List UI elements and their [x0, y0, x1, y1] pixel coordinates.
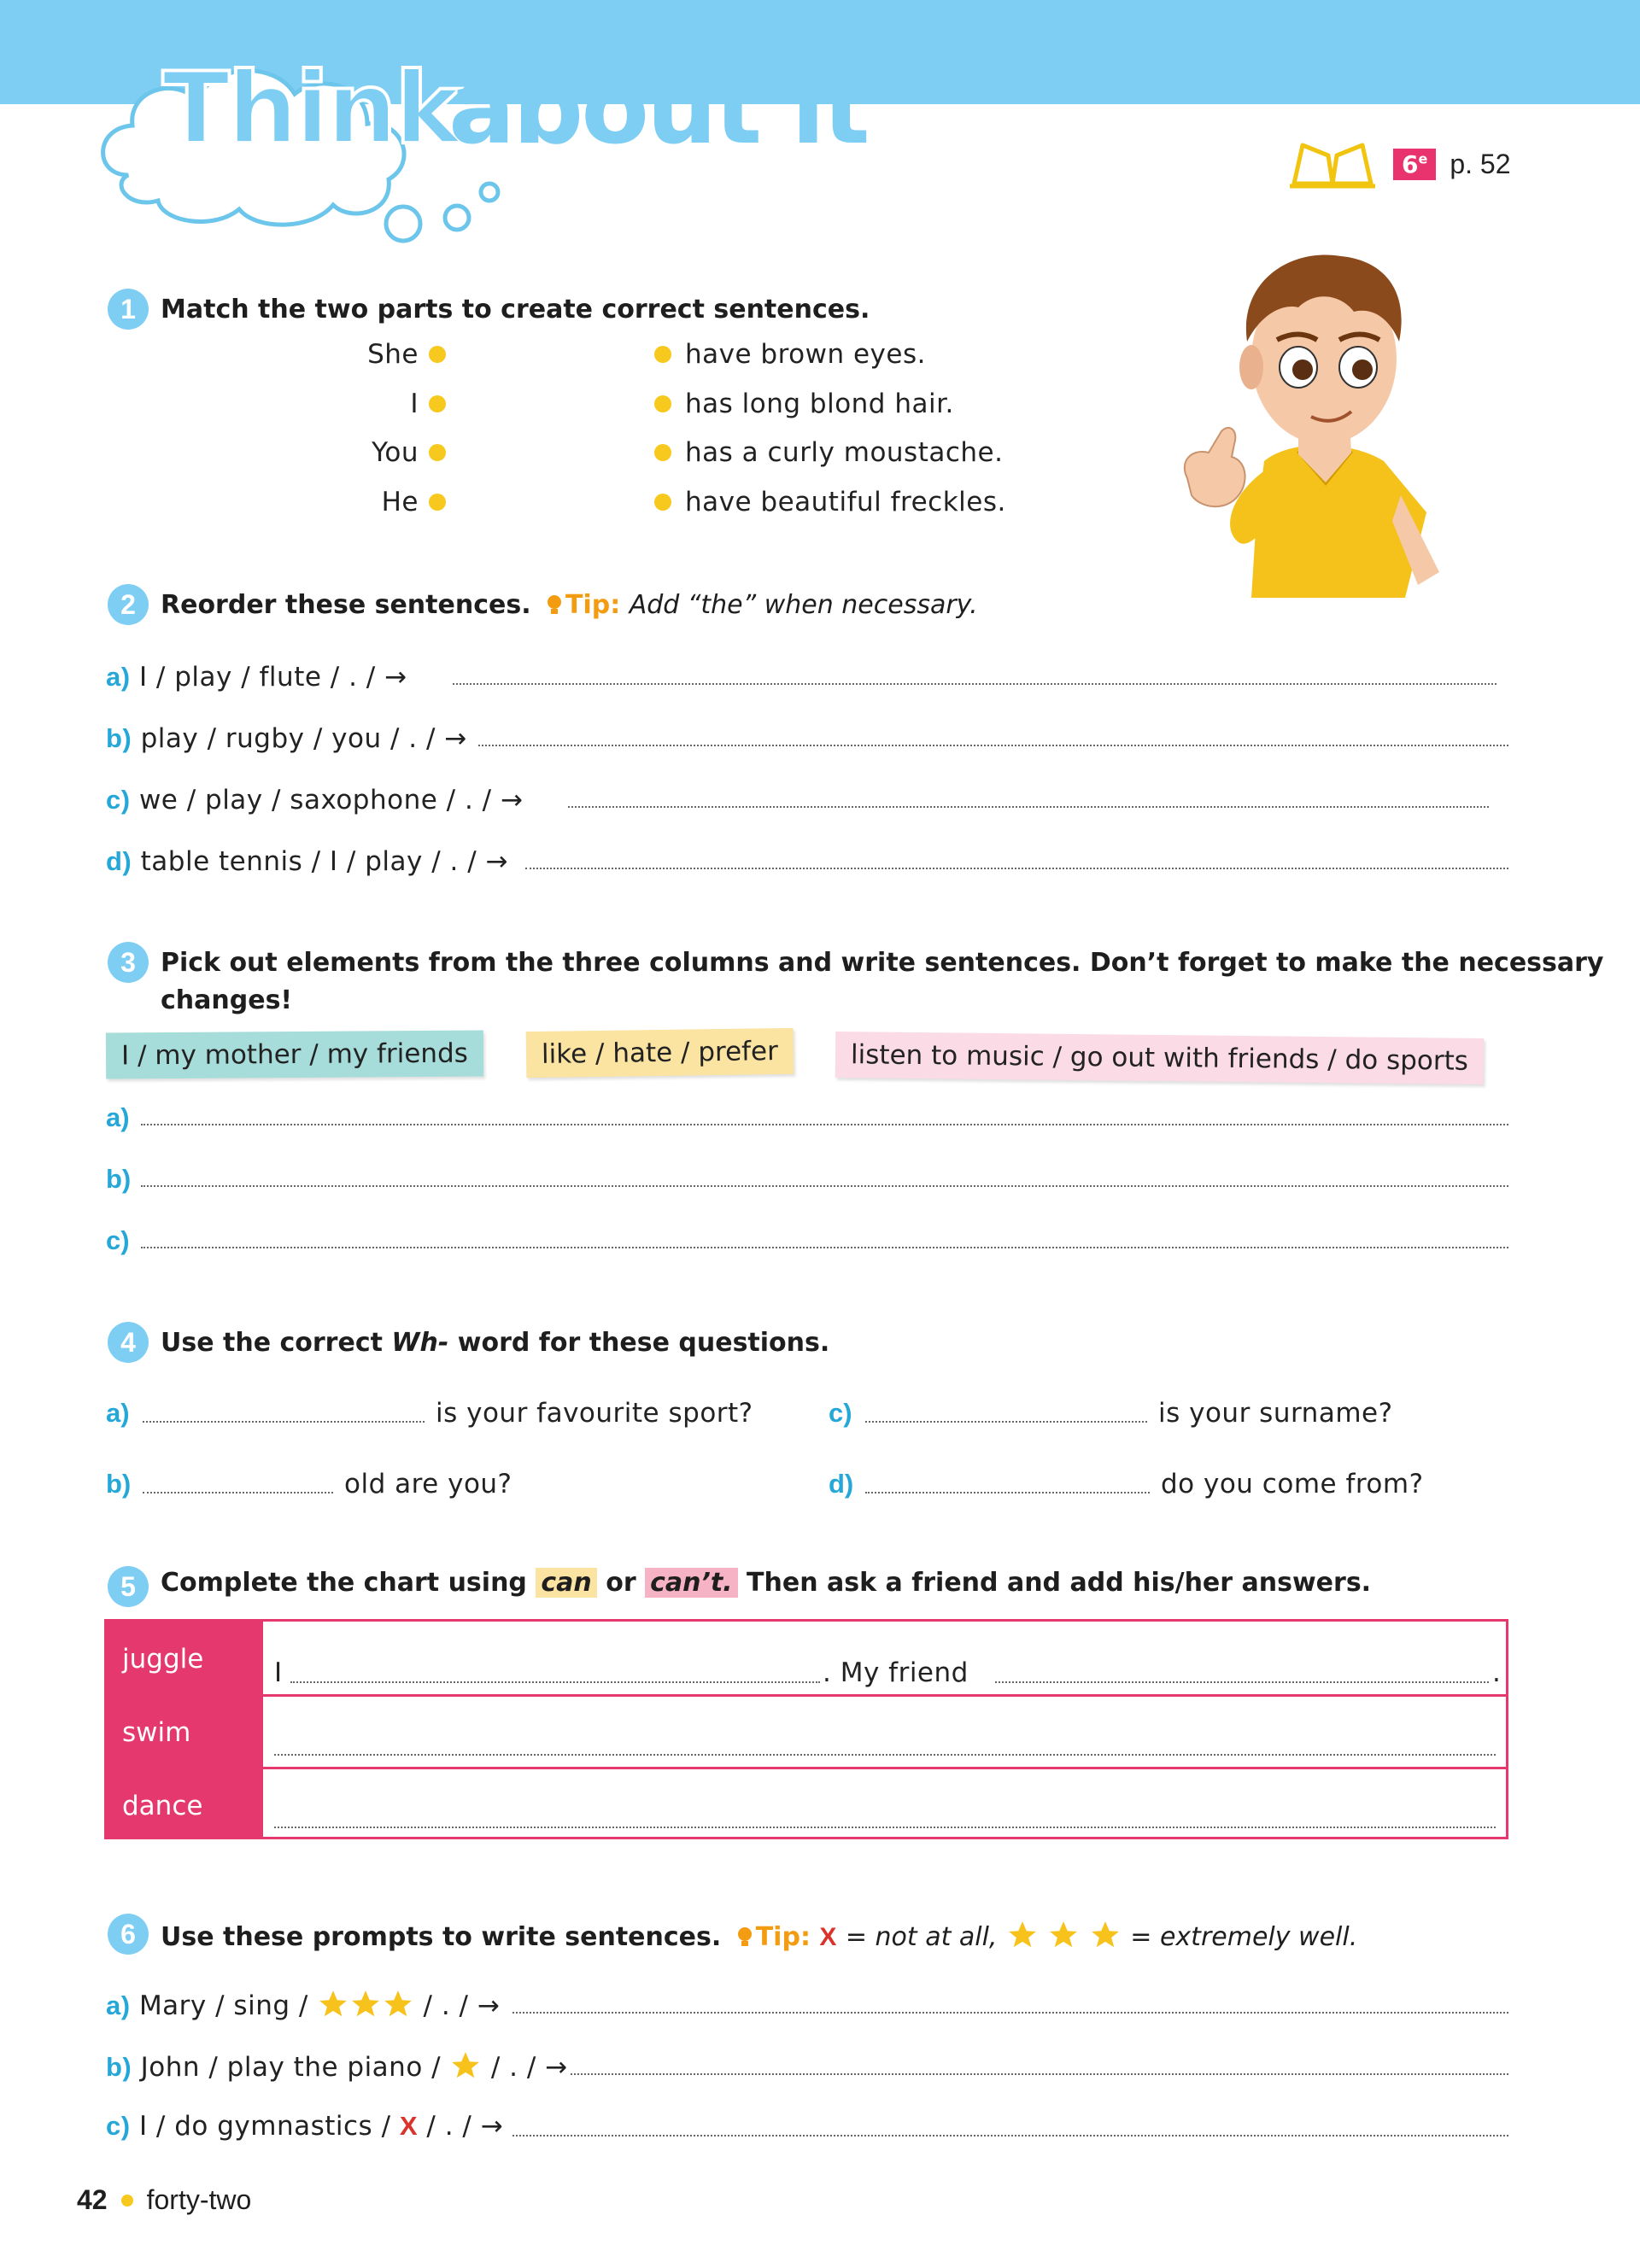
- match-dot-right[interactable]: [654, 494, 671, 511]
- match-dot-left[interactable]: [429, 494, 446, 511]
- star-icon: [449, 2049, 482, 2082]
- chart-row-dance: dance: [122, 1791, 203, 1821]
- answer-line[interactable]: [571, 2073, 1508, 2075]
- star-icon: [349, 1988, 382, 2020]
- answer-line[interactable]: [995, 1681, 1489, 1683]
- answer-line[interactable]: [865, 1421, 1147, 1423]
- title-about: about it: [448, 51, 868, 167]
- ex3-label-b: b): [106, 1164, 132, 1194]
- exercise-3-number: 3: [108, 942, 149, 983]
- column-chip-activities: listen to music / go out with friends / do sports: [835, 1032, 1484, 1084]
- ex1-left-1: I: [410, 389, 419, 419]
- ex4-label-c: c): [829, 1398, 852, 1428]
- page-footer: [77, 2184, 251, 2216]
- ex2-item-d: d) table tennis / I / play / . / →: [106, 846, 508, 877]
- lightbulb-icon: [737, 1926, 753, 1949]
- ex2-item-b: b) play / rugby / you / . / →: [106, 723, 467, 754]
- star-rating: [317, 1990, 414, 2021]
- star-icon: [1047, 1919, 1080, 1951]
- exercise-2-instruction-text: Reorder these sentences.: [161, 590, 531, 620]
- ex3-label-a: a): [106, 1102, 130, 1132]
- answer-line[interactable]: [290, 1681, 820, 1683]
- ex4-label-a: a): [106, 1398, 130, 1428]
- chart-row1-start: I: [274, 1657, 283, 1688]
- answer-line[interactable]: [512, 2012, 1508, 2014]
- answer-line[interactable]: [865, 1492, 1150, 1493]
- exercise-6-number: 6: [108, 1914, 149, 1955]
- book-reference: [1286, 137, 1511, 191]
- chart-row-juggle: juggle: [122, 1644, 204, 1675]
- answer-line[interactable]: [274, 1754, 1496, 1756]
- ex1-right-2: has a curly moustache.: [685, 437, 1004, 468]
- exercise-1-instruction: Match the two parts to create correct sentences.: [161, 295, 870, 324]
- answer-line[interactable]: [143, 1492, 333, 1493]
- page-number: 42: [77, 2184, 108, 2215]
- exercise-2-number: 2: [108, 584, 149, 625]
- star-icon: [1089, 1919, 1122, 1951]
- exercise-5-instruction: Complete the chart using can or can’t. Then ask a friend and add his/her answers.: [161, 1568, 1372, 1598]
- match-dot-left[interactable]: [429, 395, 446, 412]
- ex6-item-a: a) Mary / sing / / . / →: [106, 1988, 500, 2021]
- ex2-item-c: c) we / play / saxophone / . / →: [106, 785, 524, 815]
- x-mark-icon: X: [399, 2111, 419, 2141]
- match-dot-right[interactable]: [654, 444, 671, 461]
- level-badge: 6e: [1393, 149, 1436, 180]
- ex1-left-2: You: [372, 437, 419, 468]
- answer-line[interactable]: [141, 1124, 1508, 1125]
- exercise-2-instruction: [161, 590, 978, 620]
- ex1-right-0: have brown eyes.: [685, 339, 926, 370]
- chart-row1-end: .: [1492, 1657, 1502, 1688]
- answer-line[interactable]: [143, 1421, 425, 1423]
- exercise-1-number: 1: [108, 289, 149, 330]
- answer-line[interactable]: [141, 1185, 1508, 1187]
- column-chip-subjects: I / my mother / my friends: [106, 1030, 483, 1078]
- ex6-item-b: b) John / play the piano / / . / →: [106, 2049, 568, 2083]
- ex2-item-a: a) I / play / flute / . / →: [106, 662, 407, 693]
- exercise-4-instruction: Use the correct Wh- word for these questions.: [161, 1328, 830, 1358]
- exercise-6-instruction: Use these prompts to write sentences. Tip: X = not at all, = extremely well.: [161, 1919, 1357, 1952]
- tip-label: Tip:: [565, 590, 621, 620]
- star-rating: [449, 2052, 482, 2083]
- tip-text: Add “the” when necessary.: [629, 590, 978, 620]
- ex4-label-b: b): [106, 1469, 132, 1499]
- ex1-right-1: has long blond hair.: [685, 389, 954, 419]
- boy-illustration: [1170, 248, 1461, 598]
- ex3-label-c: c): [106, 1225, 130, 1255]
- can-chart: [104, 1619, 1508, 1839]
- chart-row-swim: swim: [122, 1717, 191, 1748]
- chart-divider: [263, 1694, 1506, 1697]
- title-think: Think: [162, 51, 459, 167]
- chart-row1-mid: . My friend: [823, 1657, 969, 1688]
- lightbulb-icon: [547, 594, 562, 617]
- ex4-text-c: is your surname?: [1158, 1398, 1393, 1429]
- book-icon: [1286, 137, 1379, 191]
- match-dot-right[interactable]: [654, 395, 671, 412]
- exercise-3-instruction-line2: changes!: [161, 985, 293, 1015]
- ex4-label-d: d): [829, 1469, 854, 1499]
- match-dot-left[interactable]: [429, 346, 446, 363]
- word-cant: can’t.: [645, 1568, 738, 1598]
- answer-line[interactable]: [141, 1247, 1508, 1248]
- exercise-4-number: 4: [108, 1322, 149, 1363]
- footer-dot: [121, 2195, 133, 2207]
- star-icon: [317, 1988, 349, 2020]
- ex6-item-c: c) I / do gymnastics / X / . / →: [106, 2111, 504, 2142]
- page-reference: p. 52: [1450, 148, 1511, 179]
- column-chip-verbs: like / hate / prefer: [526, 1028, 794, 1078]
- exercise-5-number: 5: [108, 1566, 149, 1607]
- answer-line[interactable]: [525, 868, 1508, 869]
- ex4-text-a: is your favourite sport?: [436, 1398, 753, 1429]
- ex1-left-3: He: [381, 487, 419, 517]
- match-dot-right[interactable]: [654, 346, 671, 363]
- answer-line[interactable]: [568, 806, 1489, 808]
- x-mark-icon: X: [819, 1923, 837, 1951]
- answer-line[interactable]: [478, 745, 1508, 746]
- ex4-text-d: do you come from?: [1161, 1469, 1424, 1499]
- three-stars: [1006, 1922, 1130, 1952]
- ex1-right-3: have beautiful freckles.: [685, 487, 1006, 517]
- answer-line[interactable]: [274, 1827, 1496, 1828]
- ex1-left-0: She: [367, 339, 419, 370]
- star-icon: [1006, 1919, 1039, 1951]
- page-word: forty-two: [146, 2184, 252, 2215]
- word-can: can: [536, 1568, 596, 1598]
- exercise-3-instruction-line1: Pick out elements from the three columns and write sentences. Don’t forget to make the necessary: [161, 948, 1604, 978]
- star-icon: [382, 1988, 414, 2020]
- answer-line[interactable]: [453, 683, 1496, 685]
- answer-line[interactable]: [512, 2135, 1508, 2136]
- chart-divider: [263, 1767, 1506, 1769]
- ex4-text-b: old are you?: [344, 1469, 512, 1499]
- match-dot-left[interactable]: [429, 444, 446, 461]
